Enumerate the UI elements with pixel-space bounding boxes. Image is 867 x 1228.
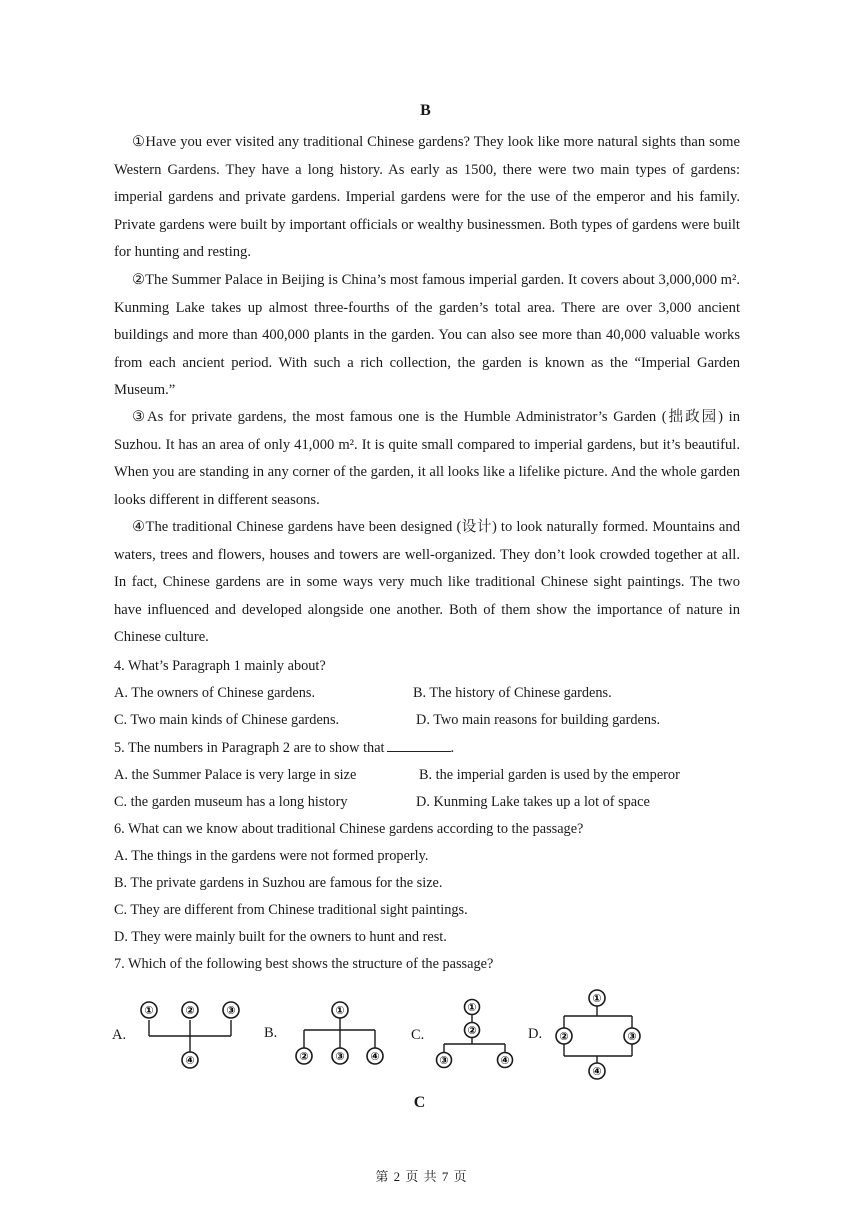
node-1	[465, 1000, 480, 1015]
question-4-option-d[interactable]: D. Two main reasons for building gardens.	[416, 712, 661, 728]
question-7-stem: 7. Which of the following best shows the structure of the passage?	[114, 956, 494, 972]
question-5-option-c[interactable]: C. the garden museum has a long history	[114, 794, 348, 810]
svg-text:③: ③	[226, 1004, 236, 1017]
svg-text:①: ①	[144, 1004, 154, 1017]
svg-text:①: ①	[592, 992, 602, 1005]
paragraph-4: ④The traditional Chinese gardens have been designed (设计) to look naturally formed. Mountains and waters, trees and flowers, houses and towers are well-organized. They don’t look crowded together at all. In fact, Chinese gardens are in some ways very much like traditional Chinese sight paintings. The two have influenced and developed alongside one another. Both of them show the importance of nature in Chinese culture.	[114, 519, 740, 645]
question-5-option-d[interactable]: D. Kunming Lake takes up a lot of space	[416, 794, 650, 810]
section-b-heading: B	[420, 102, 431, 119]
question-5-stem: 5. The numbers in Paragraph 2 are to show that .	[114, 737, 454, 758]
svg-text:③: ③	[335, 1050, 345, 1063]
question-4-option-c[interactable]: C. Two main kinds of Chinese gardens.	[114, 712, 340, 728]
question-6-option-b[interactable]: B. The private gardens in Suzhou are famous for the size.	[114, 875, 443, 891]
svg-text:④: ④	[185, 1054, 195, 1067]
paragraph-3: ③As for private gardens, the most famous one is the Humble Administrator’s Garden (拙政园) in Suzhou. It has an area of only 41,000 m². It is quite small compared to imperial gardens, but it’s beautiful. When you are standing in any corner of the garden, it all looks like a lifelike picture. And the whole garden looks different in different seasons.	[114, 409, 740, 508]
question-4-option-a[interactable]: A. The owners of Chinese gardens.	[114, 685, 316, 701]
node-2	[182, 1002, 198, 1018]
node-4	[182, 1052, 198, 1068]
question-6-stem: 6. What can we know about traditional Chinese gardens according to the passage?	[114, 821, 584, 837]
question-4-stem: 4. What’s Paragraph 1 mainly about?	[114, 658, 326, 674]
question-5-option-a[interactable]: A. the Summer Palace is very large in size	[114, 767, 357, 783]
svg-text:③: ③	[627, 1030, 637, 1043]
structure-diagram-a[interactable]	[134, 998, 244, 1073]
svg-text:②: ②	[559, 1030, 569, 1043]
structure-diagram-c[interactable]	[434, 998, 518, 1074]
node-4	[589, 1063, 605, 1079]
svg-text:①: ①	[467, 1001, 477, 1014]
node-1	[141, 1002, 157, 1018]
svg-text:①: ①	[335, 1004, 345, 1017]
svg-text:②: ②	[299, 1050, 309, 1063]
paragraph-1: ①Have you ever visited any traditional Chinese gardens? They look like more natural sights than some Western Gardens. They have a long history. As early as 1500, there were two main types of gardens: imperial gardens and private gardens. Imperial gardens were for the use of the emperor and his family. Private gardens were built by important officials or wealthy businessmen. Both types of gardens were built for hunting and resting.	[114, 134, 740, 260]
question-7-option-b-label[interactable]: B.	[264, 1025, 278, 1041]
node-2	[296, 1048, 312, 1064]
structure-diagram-d[interactable]	[552, 988, 642, 1080]
svg-text:②: ②	[467, 1024, 477, 1037]
question-5-option-b[interactable]: B. the imperial garden is used by the emperor	[419, 767, 680, 783]
svg-text:④: ④	[500, 1054, 510, 1067]
answer-blank[interactable]	[387, 737, 451, 752]
diagram-d-lines	[564, 1006, 632, 1063]
node-1	[589, 990, 605, 1006]
question-5-text: 5. The numbers in Paragraph 2 are to show that	[114, 740, 385, 756]
node-2	[465, 1023, 480, 1038]
svg-text:③: ③	[439, 1054, 449, 1067]
node-1	[332, 1002, 348, 1018]
question-7-option-d-label[interactable]: D.	[528, 1026, 543, 1042]
diagram-a-lines	[149, 1020, 231, 1052]
question-6-option-a[interactable]: A. The things in the gardens were not formed properly.	[114, 848, 429, 864]
node-3	[332, 1048, 348, 1064]
question-4-option-b[interactable]: B. The history of Chinese gardens.	[413, 685, 612, 701]
paragraph-2: ②The Summer Palace in Beijing is China’s most famous imperial garden. It covers about 3,000,000 m². Kunming Lake takes up almost three-fourths of the garden’s total area. There are over 3,000 ancient buildings and more than 400,000 plants in the garden. You can also see more than 40,000 valuable works from each ancient period. With such a rich collection, the garden is known as the “Imperial Garden Museum.”	[114, 272, 740, 398]
node-3	[223, 1002, 239, 1018]
svg-text:④: ④	[370, 1050, 380, 1063]
node-4	[367, 1048, 383, 1064]
node-4	[498, 1053, 513, 1068]
question-7-option-c-label[interactable]: C.	[411, 1027, 425, 1043]
diagram-b-lines	[304, 1018, 375, 1048]
svg-text:④: ④	[592, 1065, 602, 1078]
node-3	[437, 1053, 452, 1068]
node-3	[624, 1028, 640, 1044]
question-6-option-c[interactable]: C. They are different from Chinese traditional sight paintings.	[114, 902, 468, 918]
node-2	[556, 1028, 572, 1044]
section-c-heading: C	[413, 1094, 426, 1111]
structure-diagram-b[interactable]	[292, 1000, 392, 1072]
svg-text:②: ②	[185, 1004, 195, 1017]
page-footer: 第 2 页 共 7 页	[375, 1169, 468, 1184]
question-6-option-d[interactable]: D. They were mainly built for the owners to hunt and rest.	[114, 929, 447, 945]
question-7-option-a-label[interactable]: A.	[112, 1027, 127, 1043]
